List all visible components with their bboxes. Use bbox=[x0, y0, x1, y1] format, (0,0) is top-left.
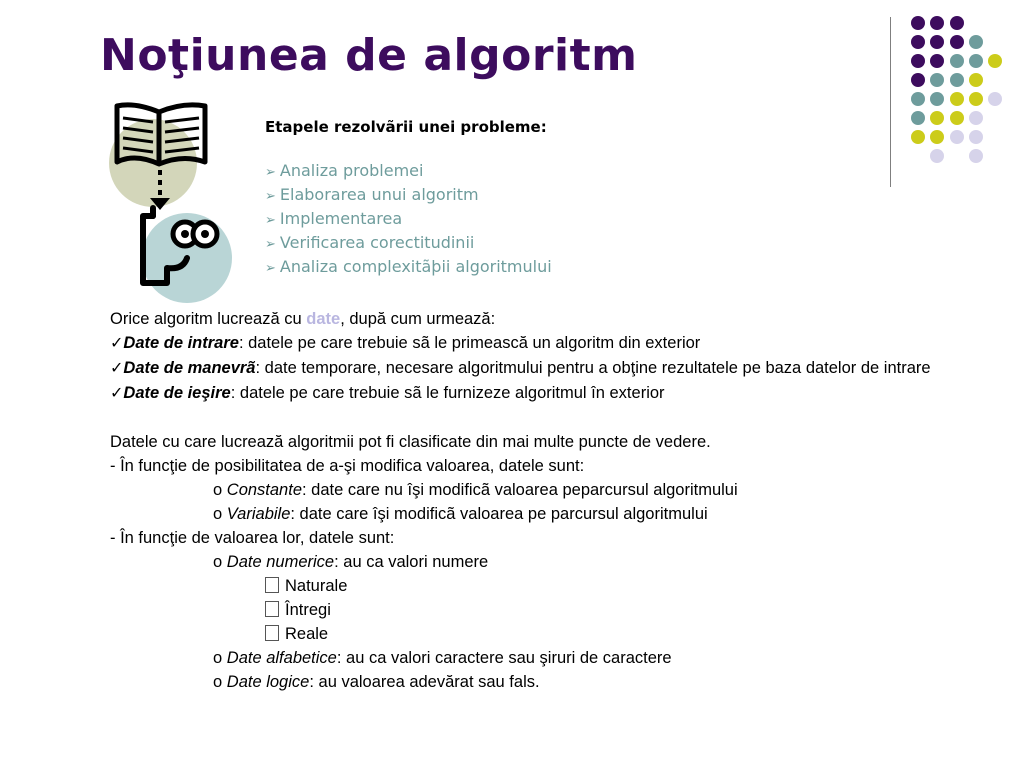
missing-glyph-box-icon bbox=[265, 625, 279, 641]
body-text bbox=[110, 307, 990, 694]
classification-item bbox=[110, 550, 990, 574]
term: Variabile bbox=[226, 505, 291, 523]
decor-dot bbox=[988, 54, 1002, 68]
decor-dot bbox=[950, 130, 964, 144]
list-item-label: Analiza complexitãþii algoritmului bbox=[279, 257, 552, 276]
data-type-item bbox=[110, 381, 990, 406]
intro-accent: date bbox=[306, 310, 341, 328]
term: Date alfabetice bbox=[226, 649, 337, 667]
term: Date numerice bbox=[226, 553, 335, 571]
data-type-term: Date de intrare bbox=[123, 334, 239, 352]
sub-item-label: Naturale bbox=[285, 577, 348, 595]
classification-item bbox=[110, 478, 990, 502]
list-item bbox=[265, 231, 552, 255]
sub-item-label: Reale bbox=[285, 625, 329, 643]
decor-dot bbox=[911, 111, 925, 125]
sub-item bbox=[110, 622, 990, 646]
decor-dot bbox=[930, 92, 944, 106]
desc: : au ca valori numere bbox=[334, 553, 489, 571]
list-item bbox=[265, 255, 552, 279]
term: Date logice bbox=[226, 673, 310, 691]
desc: : date care nu îşi modificã valoarea peparcursul algoritmului bbox=[302, 481, 738, 499]
desc: : date care îşi modificã valoarea pe parcursul algoritmului bbox=[290, 505, 708, 523]
bullet: o bbox=[213, 481, 223, 499]
decor-dot bbox=[950, 111, 964, 125]
dot-grid bbox=[911, 16, 1002, 163]
data-type-desc: : datele pe care trebuie sã le primească un algoritm din exterior bbox=[238, 334, 701, 352]
bullet: o bbox=[213, 553, 223, 571]
sub-item bbox=[110, 598, 990, 622]
data-type-desc: : datele pe care trebuie sã le furnizeze algoritmul în exterior bbox=[230, 384, 665, 402]
decor-dot bbox=[930, 35, 944, 49]
intro-text: Orice algoritm lucrează cu bbox=[110, 310, 307, 328]
decor-dot bbox=[911, 16, 925, 30]
decor-dot bbox=[950, 54, 964, 68]
arrowhead-icon: ➢ bbox=[265, 165, 276, 180]
steps-heading: Etapele rezolvãrii unei probleme: bbox=[265, 118, 547, 136]
decor-dot bbox=[911, 73, 925, 87]
classification-item bbox=[110, 646, 990, 670]
bullet: o bbox=[213, 505, 223, 523]
decor-dot bbox=[911, 54, 925, 68]
decor-dot bbox=[950, 92, 964, 106]
decor-dot bbox=[969, 149, 983, 163]
arrowhead-icon: ➢ bbox=[265, 189, 276, 204]
decor-dot bbox=[988, 92, 1002, 106]
desc: : au valoarea adevărat sau fals. bbox=[309, 673, 540, 691]
decor-dot bbox=[930, 111, 944, 125]
check-icon: ✓ bbox=[110, 385, 124, 402]
data-type-desc: : date temporare, necesare algoritmului pentru a obţine rezultatele pe baza datelor de intrare bbox=[255, 359, 931, 377]
list-item bbox=[265, 207, 552, 231]
steps-list bbox=[265, 159, 552, 279]
steps-section bbox=[265, 118, 552, 279]
classification-label: - În funcţie de valoarea lor, datele sunt: bbox=[110, 529, 395, 547]
decor-dot bbox=[930, 130, 944, 144]
bullet: o bbox=[213, 649, 223, 667]
decor-dot bbox=[911, 92, 925, 106]
classification-intro: Datele cu care lucrează algoritmii pot fi clasificate din mai multe puncte de vedere. bbox=[110, 433, 711, 451]
decor-dot bbox=[969, 35, 983, 49]
page-title: Noţiunea de algoritm bbox=[100, 30, 638, 81]
decor-dot bbox=[930, 16, 944, 30]
sub-item-label: Întregi bbox=[285, 601, 331, 619]
decor-dot bbox=[950, 35, 964, 49]
term: Constante bbox=[226, 481, 302, 499]
data-type-term: Date de manevrã bbox=[123, 359, 256, 377]
decor-dot bbox=[930, 54, 944, 68]
classification-item bbox=[110, 670, 990, 694]
book-and-thinking-person-icon bbox=[105, 98, 235, 303]
list-item bbox=[265, 159, 552, 183]
decor-dot bbox=[930, 73, 944, 87]
missing-glyph-box-icon bbox=[265, 601, 279, 617]
arrowhead-icon: ➢ bbox=[265, 213, 276, 228]
bullet: o bbox=[213, 673, 223, 691]
list-item bbox=[265, 183, 552, 207]
missing-glyph-box-icon bbox=[265, 577, 279, 593]
arrowhead-icon: ➢ bbox=[265, 261, 276, 276]
list-item-label: Elaborarea unui algoritm bbox=[279, 185, 479, 204]
desc: : au ca valori caractere sau şiruri de caractere bbox=[336, 649, 672, 667]
intro-line bbox=[110, 307, 990, 331]
decor-dot bbox=[969, 111, 983, 125]
decor-dot bbox=[969, 92, 983, 106]
sub-item bbox=[110, 574, 990, 598]
decor-dot bbox=[950, 16, 964, 30]
intro-text-end: , după cum urmează: bbox=[340, 310, 496, 328]
list-item-label: Implementarea bbox=[279, 209, 403, 228]
decor-dot bbox=[911, 35, 925, 49]
decor-dot bbox=[950, 73, 964, 87]
decor-dot bbox=[969, 130, 983, 144]
data-type-term: Date de ieşire bbox=[123, 384, 231, 402]
decor-dot bbox=[969, 73, 983, 87]
data-type-item bbox=[110, 356, 990, 381]
classification-item bbox=[110, 502, 990, 526]
classification-label: - În funcţie de posibilitatea de a-şi modifica valoarea, datele sunt: bbox=[110, 457, 585, 475]
data-type-item bbox=[110, 331, 990, 356]
list-item-label: Verificarea corectitudinii bbox=[279, 233, 475, 252]
decor-dot bbox=[969, 54, 983, 68]
arrowhead-icon: ➢ bbox=[265, 237, 276, 252]
decor-dot bbox=[911, 130, 925, 144]
check-icon: ✓ bbox=[110, 360, 124, 377]
check-icon: ✓ bbox=[110, 335, 124, 352]
list-item-label: Analiza problemei bbox=[279, 161, 424, 180]
decor-dot bbox=[930, 149, 944, 163]
